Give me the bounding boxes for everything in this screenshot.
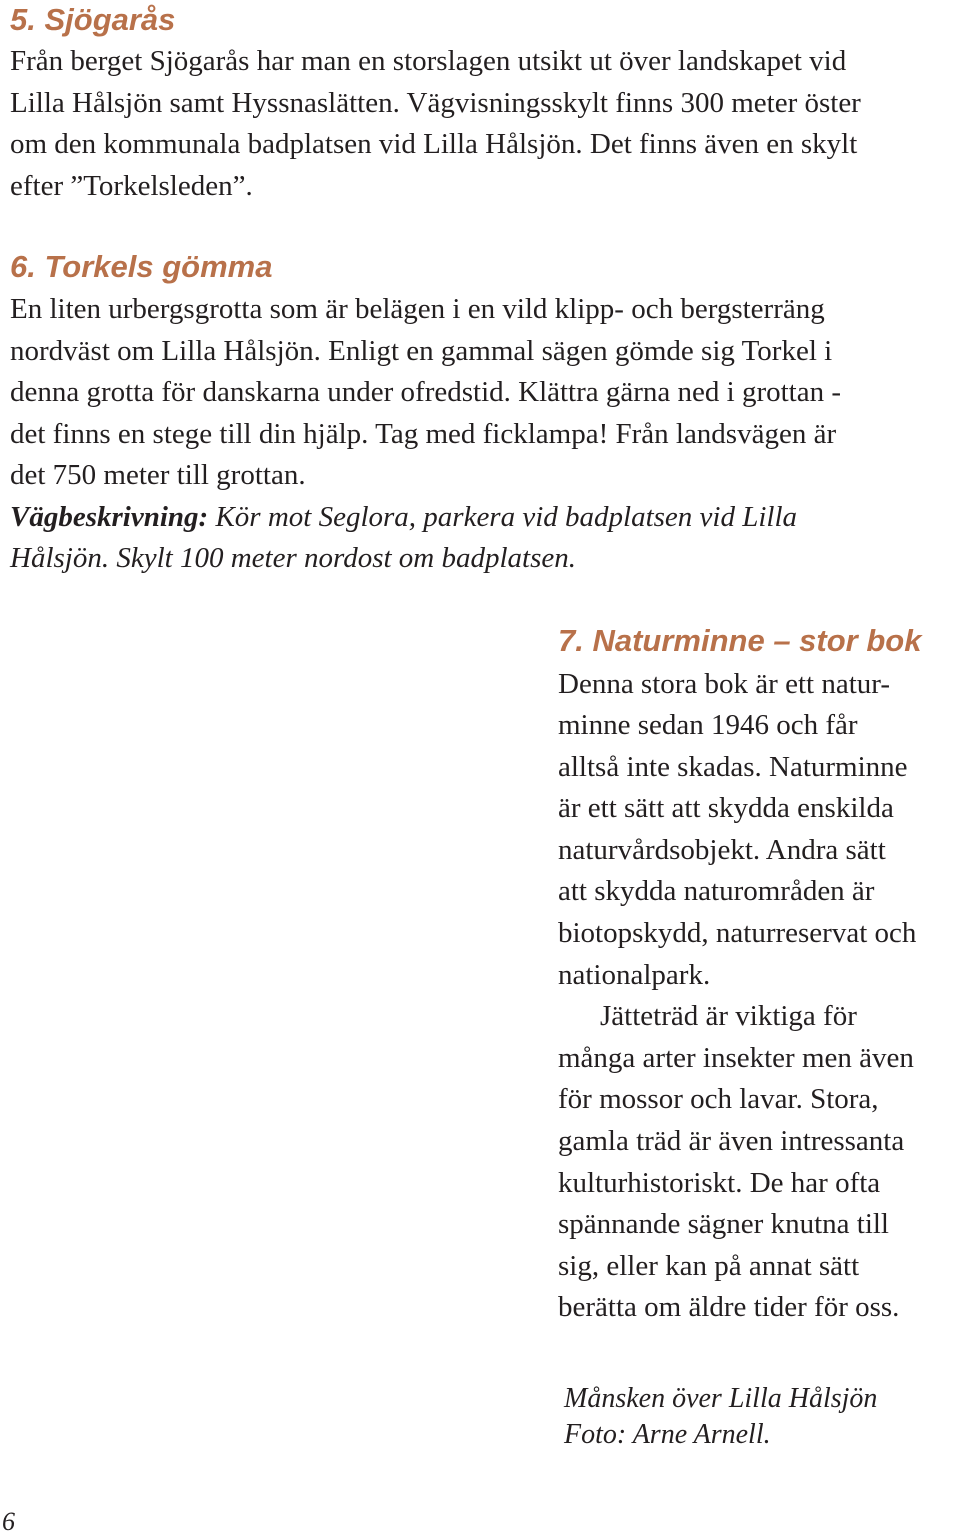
section-6-line: nordväst om Lilla Hålsjön. Enligt en gammal sägen gömde sig Torkel i: [10, 335, 833, 367]
section-7-line: biotopskydd, naturreservat och: [558, 917, 917, 949]
section-7-line: för mossor och lavar. Stora,: [558, 1083, 879, 1115]
photo-caption-title: Månsken över Lilla Hålsjön: [564, 1383, 878, 1414]
section-7-line: är ett sätt att skydda enskilda: [558, 792, 894, 824]
section-7-line: minne sedan 1946 och får: [558, 709, 858, 741]
section-5-line: Från berget Sjögarås har man en storslagen utsikt ut över landskapet vid: [10, 45, 847, 77]
section-5-line: Lilla Hålsjön samt Hyssnaslätten. Vägvisningsskylt finns 300 meter öster: [10, 87, 861, 119]
directions-text: Kör mot Seglora, parkera vid badplatsen vid Lilla: [208, 501, 798, 533]
photo-caption-credit: Foto: Arne Arnell.: [564, 1419, 771, 1450]
section-5-line: om den kommunala badplatsen vid Lilla Hålsjön. Det finns även en skylt: [10, 128, 858, 160]
section-6-directions: [10, 497, 797, 537]
section-7-line: nationalpark.: [558, 959, 711, 991]
section-7-line: att skydda naturområden är: [558, 875, 875, 907]
section-5-heading: 5. Sjögarås: [10, 2, 176, 37]
section-6-heading: 6. Torkels gömma: [10, 249, 273, 284]
section-7-line: sig, eller kan på annat sätt: [558, 1250, 860, 1282]
section-6-line: denna grotta för danskarna under ofredstid. Klättra gärna ned i grottan -: [10, 376, 842, 408]
section-6-line: En liten urbergsgrotta som är belägen i en vild klipp- och bergsterräng: [10, 293, 825, 325]
section-6-line: det 750 meter till grottan.: [10, 459, 306, 491]
section-7-line: naturvårdsobjekt. Andra sätt: [558, 834, 886, 866]
section-7-line: Denna stora bok är ett natur-: [558, 668, 890, 700]
section-6-line: det finns en stege till din hjälp. Tag med ficklampa! Från landsvägen är: [10, 418, 837, 450]
section-5-line: efter ”Torkelsleden”.: [10, 170, 253, 202]
section-7-line: Jätteträd är viktiga för: [600, 1000, 857, 1032]
page-number: 6: [2, 1507, 15, 1536]
section-7-heading: 7. Naturminne – stor bok: [558, 623, 922, 658]
section-7-line: många arter insekter men även: [558, 1042, 914, 1074]
section-7-line: kulturhistoriskt. De har ofta: [558, 1167, 881, 1199]
section-6-directions-line: Hålsjön. Skylt 100 meter nordost om badplatsen.: [10, 542, 576, 574]
section-7-line: berätta om äldre tider för oss.: [558, 1291, 900, 1323]
section-7-line: spännande sägner knutna till: [558, 1208, 889, 1240]
directions-label: Vägbeskrivning:: [10, 501, 209, 533]
section-7-line: gamla träd är även intressanta: [558, 1125, 905, 1157]
section-7-line: alltså inte skadas. Naturminne: [558, 751, 908, 783]
